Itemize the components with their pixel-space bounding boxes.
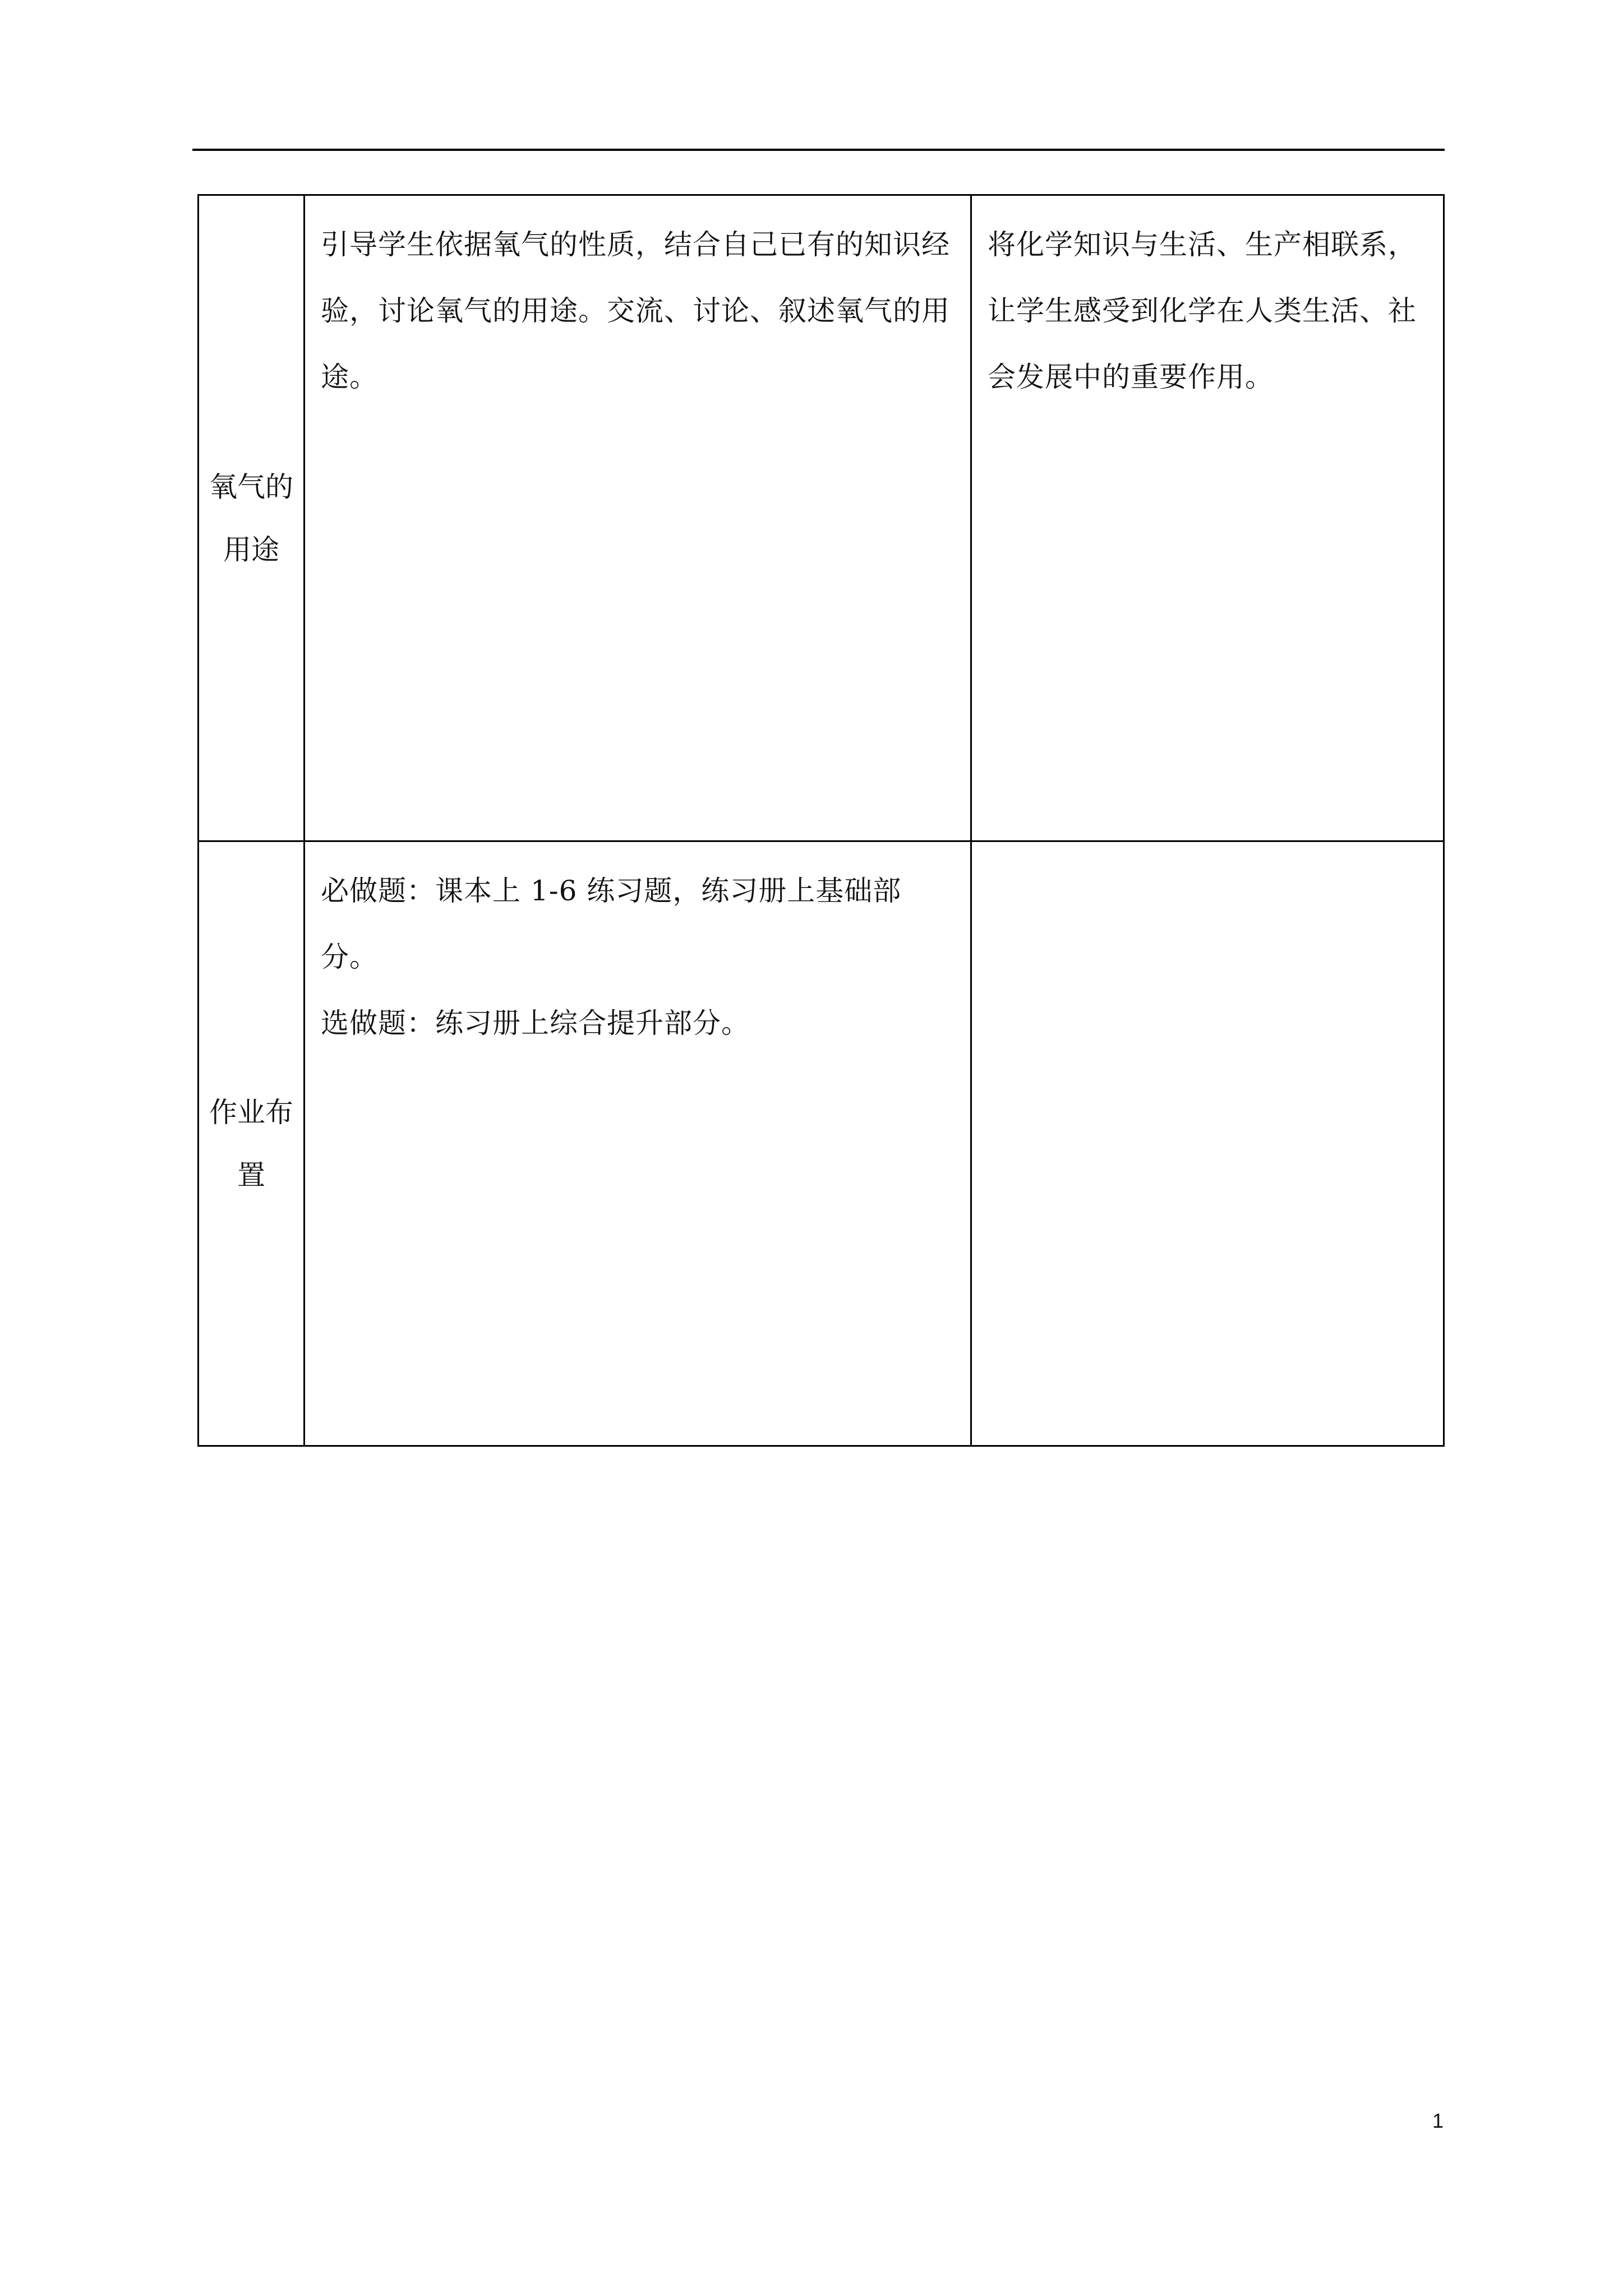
page-number: 1 [1432, 2109, 1444, 2132]
row-label-oxygen-uses: 氧气的用途 [209, 470, 293, 566]
header-rule [192, 149, 1445, 151]
row-label-homework: 作业布置 [209, 1096, 293, 1191]
teaching-activity-text: 引导学生依据氧气的性质，结合自己已有的知识经验，讨论氧气的用途。交流、讨论、叙述氧气的用途。 [321, 228, 950, 393]
homework-note-cell [971, 841, 1444, 1446]
homework-text [305, 842, 970, 1056]
design-intent-cell [971, 195, 1444, 841]
homework-optional-line: 选做题：练习册上综合提升部分。 [321, 1007, 750, 1039]
table-row [199, 195, 1444, 841]
homework-required-line: 必做题：课本上 1-6 练习题，练习册上基础部分。 [321, 875, 902, 973]
teaching-activity-cell [305, 195, 971, 841]
lesson-plan-table [197, 194, 1445, 1447]
table-row [199, 841, 1444, 1446]
design-intent-text: 将化学知识与生活、生产相联系，让学生感受到化学在人类生活、社会发展中的重要作用。 [988, 228, 1417, 393]
homework-note-text [972, 842, 1443, 858]
homework-content-cell [305, 841, 971, 1446]
row-label-cell [199, 841, 305, 1446]
row-label-cell [199, 195, 305, 841]
